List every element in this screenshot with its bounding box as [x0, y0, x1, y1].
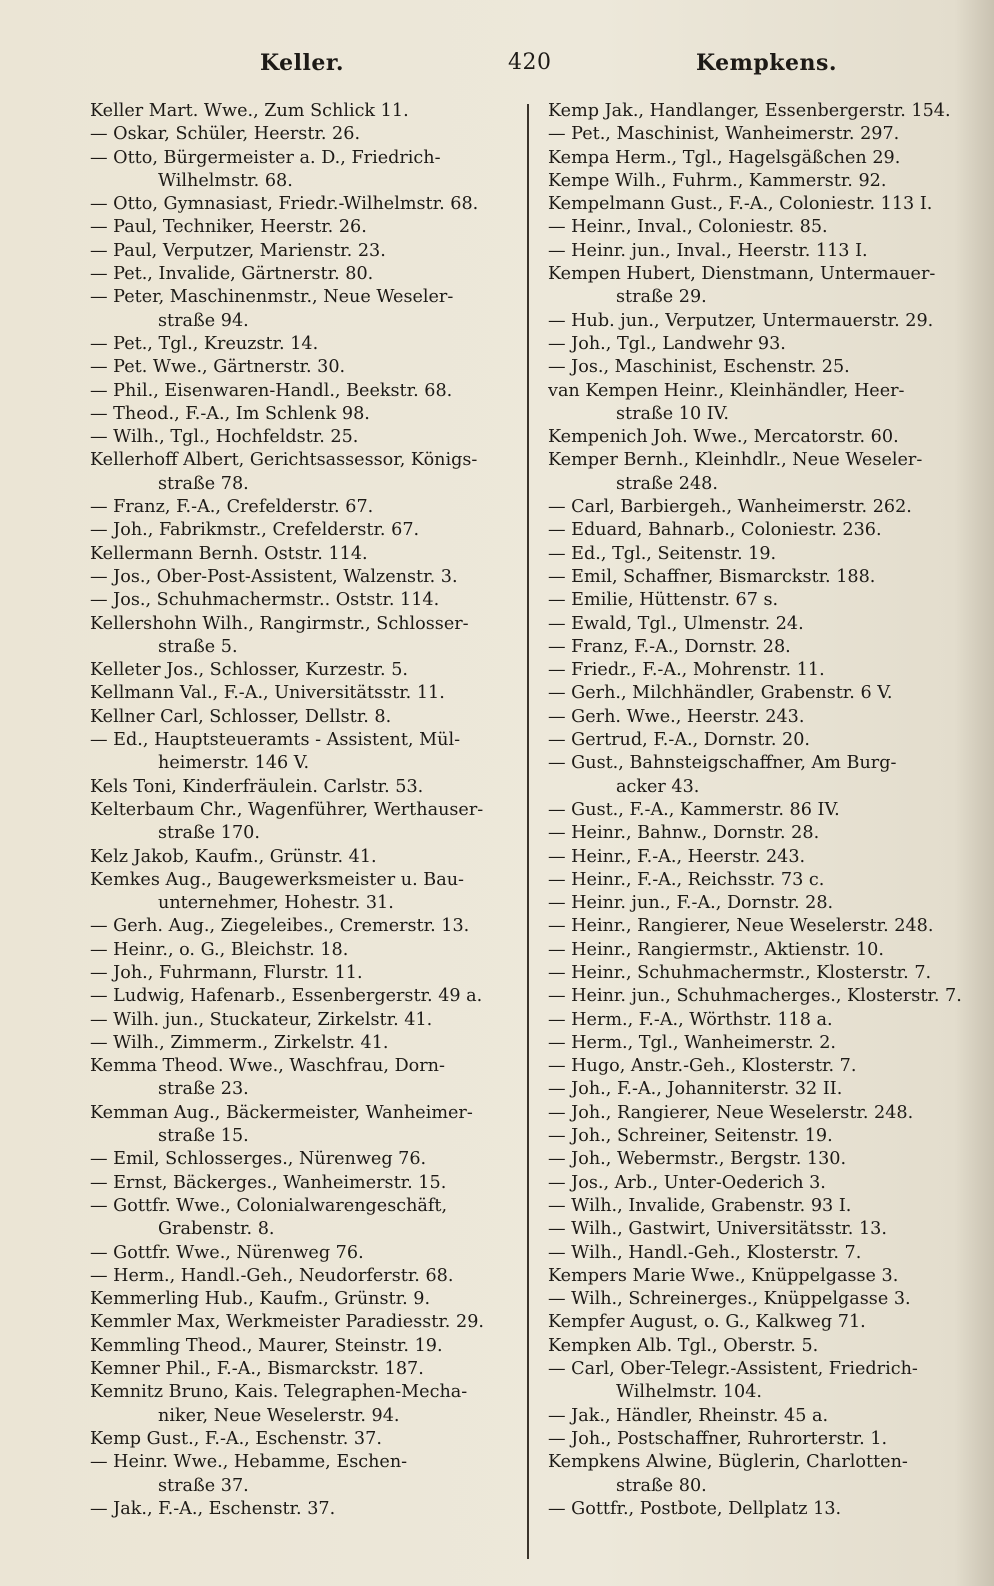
directory-entry-line: — Gust., F.-A., Kammerstr. 86 IV.: [548, 799, 840, 820]
directory-entry-line: — Ed., Hauptsteueramts - Assistent, Mül-: [90, 730, 461, 751]
entry-continuation-line: straße 170.: [158, 823, 260, 844]
directory-entry-line: — Wilh., Tgl., Hochfeldstr. 25.: [90, 427, 359, 448]
directory-entry-line: — Herm., F.-A., Wörthstr. 118 a.: [548, 1009, 833, 1030]
directory-entry-line: — Otto, Bürgermeister a. D., Friedrich-: [90, 147, 441, 168]
directory-entry-line: — Paul, Techniker, Heerstr. 26.: [90, 217, 367, 238]
directory-entry-line: Kempkens Alwine, Büglerin, Charlotten-: [548, 1452, 908, 1473]
directory-entry-line: — Carl, Ober-Telegr.-Assistent, Friedrich-: [548, 1359, 918, 1380]
directory-entry-line: — Pet., Invalide, Gärtnerstr. 80.: [90, 264, 374, 285]
entry-continuation-line: straße 23.: [158, 1079, 249, 1100]
directory-entry-line: — Emil, Schaffner, Bismarckstr. 188.: [548, 566, 876, 587]
directory-entry-line: — Heinr., Rangierer, Neue Weselerstr. 248.: [548, 916, 934, 937]
entry-continuation-line: unternehmer, Hohestr. 31.: [158, 893, 394, 914]
directory-entry-line: Kempa Herm., Tgl., Hagelsgäßchen 29.: [548, 147, 901, 168]
directory-entry-line: — Joh., Schreiner, Seitenstr. 19.: [548, 1126, 833, 1147]
directory-entry-line: Kempers Marie Wwe., Knüppelgasse 3.: [548, 1265, 899, 1286]
directory-entry-line: Keller Mart. Wwe., Zum Schlick 11.: [90, 101, 409, 121]
page-number: 420: [508, 50, 552, 75]
directory-entry-line: Kemper Bernh., Kleinhdlr., Neue Weseler-: [548, 450, 923, 471]
left-column: [90, 100, 510, 1521]
directory-entry-line: Kellner Carl, Schlosser, Dellstr. 8.: [90, 706, 392, 727]
directory-entry-line: — Heinr. Wwe., Hebamme, Eschen-: [90, 1452, 408, 1473]
directory-entry-line: — Ernst, Bäckerges., Wanheimerstr. 15.: [90, 1172, 447, 1193]
directory-entry-line: — Gottfr. Wwe., Colonialwarengeschäft,: [90, 1195, 448, 1216]
entry-continuation-line: heimerstr. 146 V.: [158, 753, 310, 774]
directory-entry-line: — Jos., Maschinist, Eschenstr. 25.: [548, 357, 850, 378]
directory-entry-line: Kelz Jakob, Kaufm., Grünstr. 41.: [90, 846, 377, 867]
directory-entry-line: — Paul, Verputzer, Marienstr. 23.: [90, 240, 386, 261]
directory-entry-line: Kellerhoff Albert, Gerichtsassessor, Königs-: [90, 450, 478, 471]
directory-entry-line: — Wilh., Gastwirt, Universitätsstr. 13.: [548, 1219, 887, 1240]
directory-entry-line: — Joh., Fabrikmstr., Crefelderstr. 67.: [90, 520, 420, 541]
directory-entry-line: — Heinr. jun., Inval., Heerstr. 113 I.: [548, 240, 868, 261]
directory-entry-line: Kemner Phil., F.-A., Bismarckstr. 187.: [90, 1359, 424, 1380]
directory-entry-line: — Wilh., Handl.-Geh., Klosterstr. 7.: [548, 1242, 862, 1263]
directory-entry-line: — Ed., Tgl., Seitenstr. 19.: [548, 543, 777, 564]
entry-continuation-line: straße 78.: [158, 473, 249, 494]
directory-entry-line: — Heinr., o. G., Bleichstr. 18.: [90, 939, 349, 960]
directory-entry-line: — Heinr. jun., F.-A., Dornstr. 28.: [548, 893, 834, 914]
directory-entry-line: — Joh., Fuhrmann, Flurstr. 11.: [90, 962, 363, 983]
entry-continuation-line: straße 15.: [158, 1126, 249, 1147]
directory-entry-line: — Gerh., Milchhändler, Grabenstr. 6 V.: [548, 683, 893, 704]
entry-continuation-line: straße 248.: [616, 473, 718, 494]
directory-entry-line: — Jak., Händler, Rheinstr. 45 a.: [548, 1405, 829, 1426]
entry-continuation-line: straße 10 IV.: [616, 403, 729, 424]
entry-continuation-line: straße 94.: [158, 310, 249, 331]
directory-entry-line: Kemkes Aug., Baugewerksmeister u. Bau-: [90, 869, 464, 890]
directory-entry-line: Kelterbaum Chr., Wagenführer, Werthauser-: [90, 799, 484, 820]
directory-entry-line: Kempenich Joh. Wwe., Mercatorstr. 60.: [548, 427, 899, 448]
directory-entry-line: — Gertrud, F.-A., Dornstr. 20.: [548, 730, 810, 751]
directory-entry-line: — Oskar, Schüler, Heerstr. 26.: [90, 124, 361, 145]
entry-continuation-line: Grabenstr. 8.: [158, 1219, 275, 1240]
directory-entry-line: — Wilh., Invalide, Grabenstr. 93 I.: [548, 1195, 852, 1216]
directory-entry-line: Kempen Hubert, Dienstmann, Untermauer-: [548, 264, 936, 285]
directory-entry-line: — Emilie, Hüttenstr. 67 s.: [548, 590, 779, 611]
directory-entry-line: — Heinr., Bahnw., Dornstr. 28.: [548, 823, 820, 844]
directory-entry-line: van Kempen Heinr., Kleinhändler, Heer-: [548, 380, 905, 401]
directory-entry-line: — Gerh. Wwe., Heerstr. 243.: [548, 706, 805, 727]
directory-entry-line: — Theod., F.-A., Im Schlenk 98.: [90, 403, 370, 424]
directory-entry-line: — Gerh. Aug., Ziegeleibes., Cremerstr. 13.: [90, 916, 470, 937]
directory-entry-line: — Joh., Webermstr., Bergstr. 130.: [548, 1149, 847, 1170]
right-column: [548, 100, 968, 1521]
directory-entry-line: — Jak., F.-A., Eschenstr. 37.: [90, 1498, 336, 1519]
entry-continuation-line: Wilhelmstr. 104.: [616, 1382, 763, 1403]
directory-entry-line: — Pet., Maschinist, Wanheimerstr. 297.: [548, 124, 900, 145]
directory-entry-line: Kemma Theod. Wwe., Waschfrau, Dorn-: [90, 1056, 445, 1077]
directory-entry-line: — Phil., Eisenwaren-Handl., Beekstr. 68.: [90, 380, 453, 401]
directory-entry-line: Kellermann Bernh. Oststr. 114.: [90, 543, 368, 564]
directory-entry-line: — Wilh., Schreinerges., Knüppelgasse 3.: [548, 1289, 911, 1310]
directory-entry-line: — Peter, Maschinenmstr., Neue Weseler-: [90, 287, 454, 308]
directory-entry-line: — Herm., Tgl., Wanheimerstr. 2.: [548, 1032, 837, 1053]
directory-entry-line: — Carl, Barbiergeh., Wanheimerstr. 262.: [548, 497, 912, 518]
directory-entry-line: — Joh., Postschaffner, Ruhrorterstr. 1.: [548, 1428, 888, 1449]
directory-entry-line: — Heinr., Inval., Coloniestr. 85.: [548, 217, 828, 238]
entry-continuation-line: Wilhelmstr. 68.: [158, 170, 293, 191]
entry-continuation-line: niker, Neue Weselerstr. 94.: [158, 1405, 400, 1426]
directory-entry-line: — Hub. jun., Verputzer, Untermauerstr. 29.: [548, 310, 934, 331]
directory-entry-line: Kempelmann Gust., F.-A., Coloniestr. 113 I.: [548, 194, 933, 215]
entry-continuation-line: straße 29.: [616, 287, 707, 308]
header-left-keyword: Keller.: [260, 50, 345, 76]
directory-entry-line: Kels Toni, Kinderfräulein. Carlstr. 53.: [90, 776, 424, 797]
directory-entry-line: Kempe Wilh., Fuhrm., Kammerstr. 92.: [548, 170, 887, 191]
directory-entry-line: — Pet., Tgl., Kreuzstr. 14.: [90, 333, 319, 354]
directory-entry-line: Kemmling Theod., Maurer, Steinstr. 19.: [90, 1335, 443, 1356]
directory-entry-line: — Emil, Schlosserges., Nürenweg 76.: [90, 1149, 427, 1170]
entry-continuation-line: acker 43.: [616, 776, 700, 797]
column-divider: [527, 104, 529, 1559]
directory-entry-line: — Heinr., F.-A., Reichsstr. 73 c.: [548, 869, 825, 890]
directory-entry-line: — Friedr., F.-A., Mohrenstr. 11.: [548, 660, 825, 681]
directory-entry-line: Kelleter Jos., Schlosser, Kurzestr. 5.: [90, 660, 409, 681]
directory-entry-line: — Wilh. jun., Stuckateur, Zirkelstr. 41.: [90, 1009, 433, 1030]
directory-entry-line: — Franz, F.-A., Dornstr. 28.: [548, 636, 791, 657]
directory-entry-line: — Pet. Wwe., Gärtnerstr. 30.: [90, 357, 346, 378]
directory-entry-line: Kellmann Val., F.-A., Universitätsstr. 11.: [90, 683, 445, 704]
directory-entry-line: — Jos., Schuhmachermstr.. Oststr. 114.: [90, 590, 440, 611]
directory-entry-line: — Herm., Handl.-Geh., Neudorferstr. 68.: [90, 1265, 454, 1286]
directory-entry-line: — Joh., F.-A., Johanniterstr. 32 II.: [548, 1079, 843, 1100]
directory-entry-line: Kempfer August, o. G., Kalkweg 71.: [548, 1312, 866, 1333]
entry-continuation-line: straße 37.: [158, 1475, 249, 1496]
directory-entry-line: — Heinr., Schuhmachermstr., Klosterstr. 7.: [548, 962, 932, 983]
header-right-keyword: Kempkens.: [696, 50, 838, 76]
directory-entry-line: — Gottfr., Postbote, Dellplatz 13.: [548, 1498, 842, 1519]
directory-entry-line: — Ludwig, Hafenarb., Essenbergerstr. 49 a.: [90, 986, 483, 1007]
directory-entry-line: Kemman Aug., Bäckermeister, Wanheimer-: [90, 1102, 473, 1123]
entry-continuation-line: straße 80.: [616, 1475, 707, 1496]
directory-entry-line: — Franz, F.-A., Crefelderstr. 67.: [90, 497, 374, 518]
directory-entry-line: — Eduard, Bahnarb., Coloniestr. 236.: [548, 520, 882, 541]
directory-entry-line: — Jos., Ober-Post-Assistent, Walzenstr. 3.: [90, 566, 458, 587]
directory-entry-line: Kempken Alb. Tgl., Oberstr. 5.: [548, 1335, 819, 1356]
directory-entry-line: — Heinr., F.-A., Heerstr. 243.: [548, 846, 806, 867]
directory-entry-line: — Otto, Gymnasiast, Friedr.-Wilhelmstr. 68.: [90, 194, 479, 215]
entry-continuation-line: straße 5.: [158, 636, 238, 657]
directory-entry-line: Kemp Jak., Handlanger, Essenbergerstr. 154.: [548, 101, 951, 121]
directory-entry-line: — Joh., Rangierer, Neue Weselerstr. 248.: [548, 1102, 914, 1123]
directory-entry-line: Kellershohn Wilh., Rangirmstr., Schlosser-: [90, 613, 469, 634]
directory-entry-line: — Gust., Bahnsteigschaffner, Am Burg-: [548, 753, 897, 774]
directory-entry-line: Kemmerling Hub., Kaufm., Grünstr. 9.: [90, 1289, 431, 1310]
directory-entry-line: — Heinr., Rangiermstr., Aktienstr. 10.: [548, 939, 884, 960]
directory-entry-line: — Ewald, Tgl., Ulmenstr. 24.: [548, 613, 804, 634]
directory-entry-line: — Wilh., Zimmerm., Zirkelstr. 41.: [90, 1032, 389, 1053]
directory-entry-line: — Gottfr. Wwe., Nürenweg 76.: [90, 1242, 364, 1263]
directory-entry-line: Kemmler Max, Werkmeister Paradiesstr. 29.: [90, 1312, 484, 1333]
directory-entry-line: Kemp Gust., F.-A., Eschenstr. 37.: [90, 1428, 382, 1449]
directory-entry-line: — Heinr. jun., Schuhmacherges., Klosterstr. 7.: [548, 986, 962, 1007]
directory-entry-line: Kemnitz Bruno, Kais. Telegraphen-Mecha-: [90, 1382, 468, 1403]
directory-entry-line: — Hugo, Anstr.-Geh., Klosterstr. 7.: [548, 1056, 857, 1077]
directory-entry-line: — Joh., Tgl., Landwehr 93.: [548, 333, 786, 354]
directory-entry-line: — Jos., Arb., Unter-Oederich 3.: [548, 1172, 826, 1193]
